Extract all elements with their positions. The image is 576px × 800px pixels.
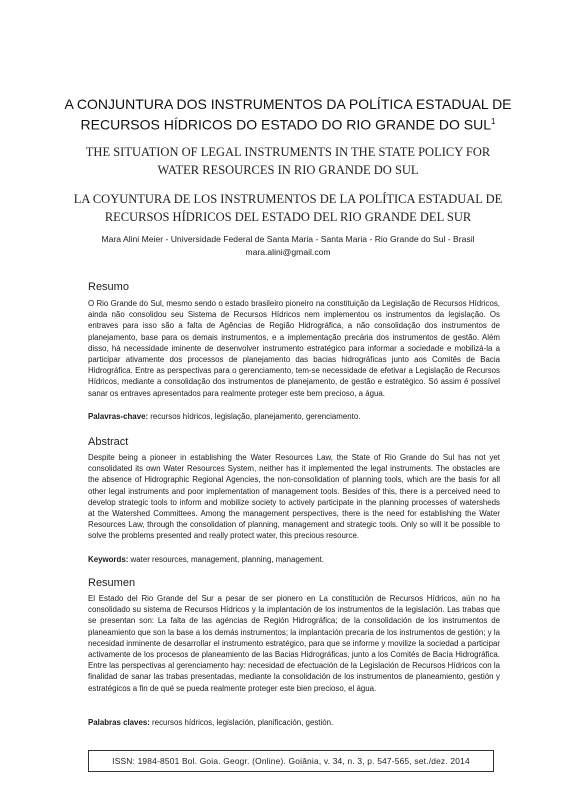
abstract-heading: Abstract [88, 436, 129, 448]
abstract-keywords-text: water resources, management, planning, management. [128, 555, 324, 564]
footnote-mark: 1 [491, 117, 496, 126]
resumo-body: O Rio Grande do Sul, mesmo sendo o estado brasileiro pioneiro na constituição da Legislação de Recursos Hídricos, ainda não consolidou seu Sistema de Recursos Hídricos nem implementou os instrumentos da legislação. Os entraves para isso são a falta de Agências de Região Hidrográfica, a não consolidação dos instrumentos de planejamento, base para os demais instrumentos, e a implementação precária dos instrumentos de gestão. Além disso, há necessidade iminente de desenvolver instrumento estratégico para informar a sociedade e mobilizá-la a participar ativamente dos processos de planejamento das bacias hidrográficas junto aos Comitês de Bacia Hidrográfica. Entre as perspectivas para o gerenciamento, tem-se necessidade de efetivar a Legislação de Recursos Hídricos, mediante a consolidação dos instrumentos de planejamento, de gestão e estratégico. Só assim é possível sanar os entraves apresentados para realmente proteger este bem precioso, a água. [88, 299, 500, 398]
resumo-heading: Resumo [88, 281, 129, 293]
resumen-keywords [88, 717, 500, 728]
author-affiliation: Mara Alini Meier - Universidade Federal de Santa Maria - Santa Maria - Rio Grande do Sul - Brasil [101, 234, 475, 244]
title-es-line1: LA COYUNTURA DE LOS INSTRUMENTOS DE LA POLÍTICA ESTADUAL DE [73, 192, 503, 206]
title-en-line2: WATER RESOURCES IN RIO GRANDE DO SUL [157, 163, 419, 177]
resumo-keywords [88, 411, 500, 422]
resumo-keywords-label: Palavras-chave: [88, 412, 149, 421]
title-english [60, 143, 516, 179]
title-en-line1: THE SITUATION OF LEGAL INSTRUMENTS IN THE STATE POLICY FOR [85, 145, 491, 159]
abstract-keywords [88, 554, 500, 565]
title-es-line2: RECURSOS HÍDRICOS DEL ESTADO DEL RIO GRANDE DEL SUR [104, 210, 472, 224]
abstract-body: Despite being a pioneer in establishing the Water Resources Law, the State of Rio Grande do Sul has not yet consolidated its own Water Resources System, neither has it implemented the legal instruments. The obstacles are the absence of Hidrographic Regional Agencies, the non-consolidation of planning tools, which are the basis for all other legal instruments and poor implementation of management tools. Besides of this, there is a perceived need to develop strategic tools to inform and mobilize society to actively participate in the planning processes of watersheds at the Watershed Committees. Among the management perspectives, there is the need for establishing the Water Resources Law, through the consolidation of planning, management and strategic tools. Only so will it be possible to solve the problems presented and really protect water, this precious resource. [88, 453, 500, 541]
title-spanish [60, 190, 516, 226]
author-email[interactable]: mara.alini@gmail.com [245, 247, 331, 257]
resumen-keywords-text: recursos hídricos, legislación, planificación, gestión. [149, 718, 334, 727]
resumen-body: El Estado del Rio Grande del Sur a pesar de ser pionero en La constitución de Recursos Hídricos, aún no ha consolidado su sistema de Recursos Hídricos y la implantación de los instrumentos de la legislación. Las trabas que se presentan son: La falta de las agéncias de Región Hidrográfica; de la consolidación de los instrumentos de planeamiento que son la base a los demás instrumentos; la implantación precaria de los instrumentos de gestión; y la necesidad inminente de desarrollar el instrumento estratégico, para que se informe y movilize la sociedad a participar activamente de los procesos de planeamiento de las Bacias Hidrográficas, junto a los Comités de Bacía Hidrográfica. Entre las perspectivas al gerenciamento hay: necesidad de efectuación de la Legislación de Recursos Hídricos con la finalidad de sanar las trabas presentadas, mediante la consolidación de los instrumentos de planeamiento, gestión y estratégicos a fin de qué se pueda realmente proteger este bien precioso, el água. [88, 594, 500, 693]
resumo-keywords-text: recursos hídricos, legislação, planejamento, gerenciamento. [148, 412, 361, 421]
citation-footer: ISSN: 1984-8501 Bol. Goia. Geogr. (Online). Goiânia, v. 34, n. 3, p. 547-565, set./dez. 2014 [88, 750, 494, 772]
title-pt-line2: RECURSOS HÍDRICOS DO ESTADO DO RIO GRANDE DO SUL$^1$ [80, 116, 496, 133]
abstract-keywords-label: Keywords: [88, 555, 129, 564]
title-portuguese [60, 95, 516, 134]
title-pt-line1: A CONJUNTURA DOS INSTRUMENTOS DA POLÍTICA ESTADUAL DE [64, 96, 512, 112]
resumen-heading: Resumen [88, 577, 136, 589]
resumen-keywords-label: Palabras claves: [88, 718, 150, 727]
